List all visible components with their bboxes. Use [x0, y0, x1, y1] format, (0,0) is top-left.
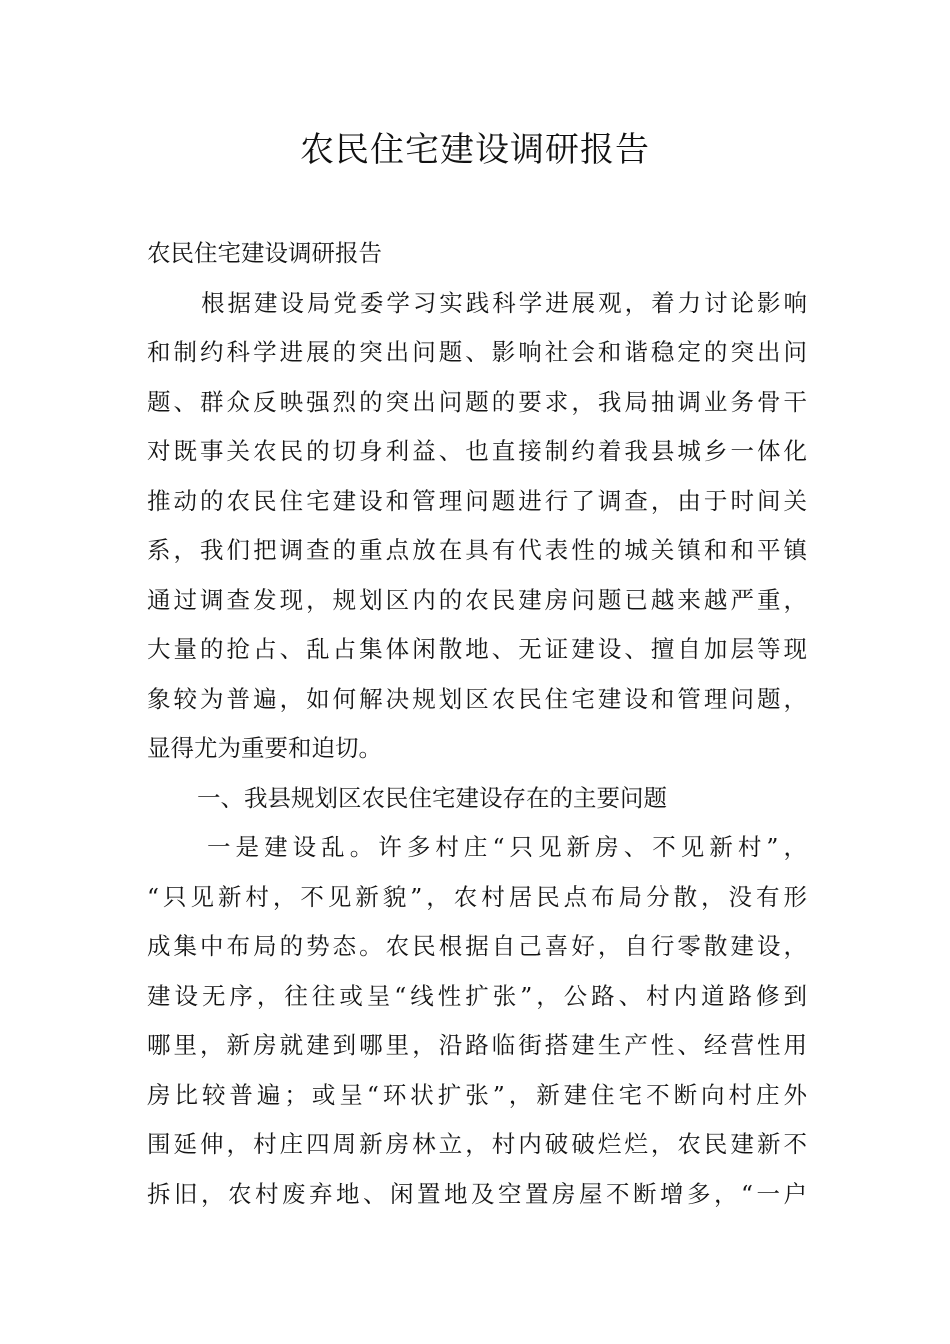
paragraph-line: “只见新村，不见新貌”，农村居民点布局分散，没有形 — [147, 882, 807, 911]
subtitle-line: 农民住宅建设调研报告 — [147, 239, 382, 267]
paragraph-line: 题、群众反映强烈的突出问题的要求，我局抽调业务骨干 — [147, 387, 807, 416]
paragraph-line: 根据建设局党委学习实践科学进展观，着力讨论影响 — [201, 288, 807, 317]
paragraph-line: 成集中布局的势态。农民根据自己喜好，自行零散建设， — [147, 932, 807, 960]
paragraph-line: 拆旧，农村废弃地、闲置地及空置房屋不断增多，“一户 — [147, 1179, 807, 1208]
paragraph-line: 房比较普遍；或呈“环状扩张”，新建住宅不断向村庄外 — [147, 1080, 807, 1109]
paragraph-line: 对既事关农民的切身利益、也直接制约着我县城乡一体化 — [147, 437, 807, 465]
paragraph-line: 通过调查发现，规划区内的农民建房问题已越来越严重， — [147, 585, 807, 614]
paragraph-line: 推动的农民住宅建设和管理问题进行了调查，由于时间关 — [147, 486, 807, 515]
paragraph-line: 象较为普遍，如何解决规划区农民住宅建设和管理问题， — [147, 684, 807, 713]
paragraph-line: 围延伸，村庄四周新房林立，村内破破烂烂，农民建新不 — [147, 1130, 807, 1158]
paragraph-line: 和制约科学进展的突出问题、影响社会和谐稳定的突出问 — [147, 338, 807, 366]
section-heading: 一、我县规划区农民住宅建设存在的主要问题 — [197, 783, 667, 812]
paragraph-line: 显得尤为重要和迫切。 — [147, 734, 382, 762]
paragraph-line: 哪里，新房就建到哪里，沿路临街搭建生产性、经营性用 — [147, 1031, 807, 1059]
paragraph-line: 大量的抢占、乱占集体闲散地、无证建设、擅自加层等现 — [147, 635, 807, 663]
paragraph-line: 系，我们把调查的重点放在具有代表性的城关镇和和平镇 — [147, 536, 807, 564]
document-title: 农民住宅建设调研报告 — [300, 130, 650, 170]
paragraph-line: 一是建设乱。许多村庄“只见新房、不见新村”， — [207, 833, 807, 861]
paragraph-line: 建设无序，往往或呈“线性扩张”，公路、村内道路修到 — [147, 981, 807, 1010]
document-body — [147, 229, 807, 1219]
